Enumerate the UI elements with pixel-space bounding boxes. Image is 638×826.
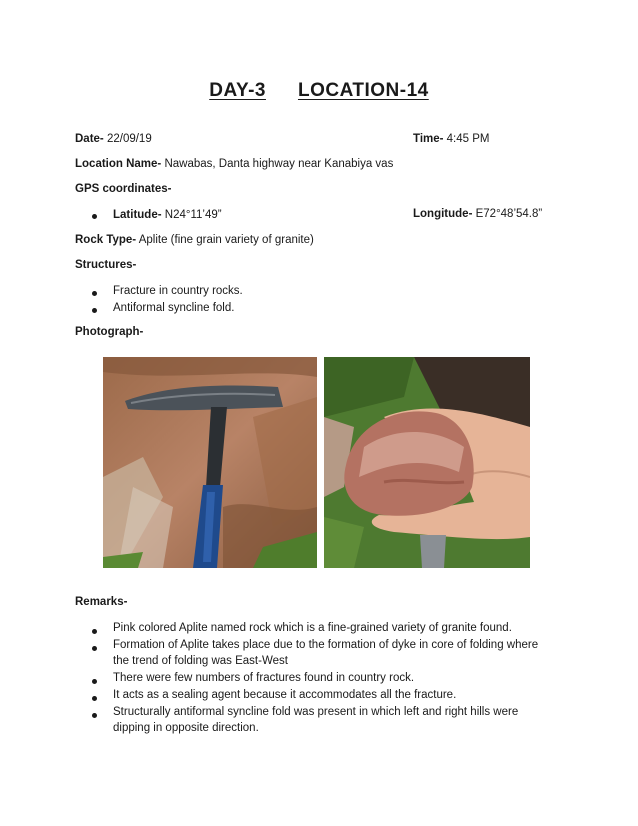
- latitude-value: N24°11’49”: [161, 209, 222, 221]
- remark-item: It acts as a sealing agent because it accommodates all the fracture.: [113, 689, 457, 701]
- remark-item: There were few numbers of fractures found in country rock.: [113, 672, 415, 684]
- remarks-label: Remarks-: [75, 596, 128, 608]
- rock-type-value: Aplite (fine grain variety of granite): [136, 234, 314, 246]
- longitude-value: E72°48’54.8”: [472, 208, 543, 220]
- rock-type-row: [75, 234, 314, 246]
- longitude-label: Longitude-: [413, 208, 473, 220]
- page-title: [0, 80, 638, 102]
- date-row: [75, 133, 152, 145]
- gps-label: GPS coordinates-: [75, 183, 172, 195]
- hammer-rock-image: [103, 357, 317, 568]
- time-label: Time-: [413, 133, 444, 145]
- remark-item: Formation of Aplite takes place due to the formation of dyke in core of folding where the trend of folding was East-West: [113, 639, 539, 667]
- date-value: 22/09/19: [103, 133, 152, 145]
- remark-item: Structurally antiformal syncline fold was present in which left and right hills were dipping in opposite direction.: [113, 706, 519, 734]
- location-name-row: [75, 158, 393, 170]
- location-name-value: Nawabas, Danta highway near Kanabiya vas: [161, 158, 394, 170]
- remark-item: Pink colored Aplite named rock which is a fine-grained variety of granite found.: [113, 622, 512, 634]
- structure-item: Antiformal syncline fold.: [113, 302, 235, 314]
- photo-hammer-on-rock: [103, 357, 317, 568]
- time-row: [413, 133, 490, 145]
- latitude-label: Latitude-: [113, 209, 162, 221]
- rock-type-label: Rock Type-: [75, 234, 137, 246]
- photograph-label: Photograph-: [75, 326, 144, 338]
- structure-item: Fracture in country rocks.: [113, 285, 243, 297]
- rock-sample-image: [324, 357, 530, 568]
- longitude-row: [413, 208, 542, 220]
- photo-rock-in-hand: [324, 357, 530, 568]
- date-label: Date-: [75, 133, 104, 145]
- location-name-label: Location Name-: [75, 158, 162, 170]
- time-value: 4:45 PM: [443, 133, 490, 145]
- structures-label: Structures-: [75, 259, 137, 271]
- title-day: DAY-3: [209, 80, 266, 101]
- title-location: LOCATION-14: [297, 80, 429, 101]
